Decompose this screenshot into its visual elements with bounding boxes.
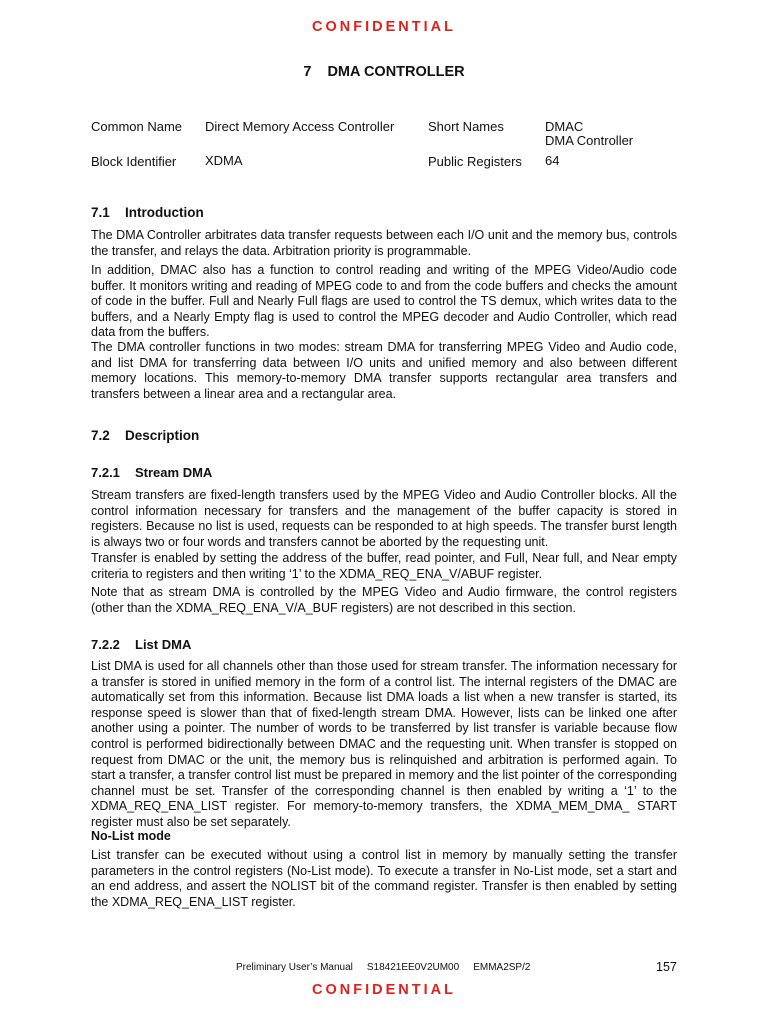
page-number: 157 bbox=[656, 960, 677, 974]
page-footer bbox=[236, 962, 544, 973]
subsection-heading-list-dma bbox=[91, 637, 191, 652]
nolist-heading: No-List mode bbox=[91, 829, 171, 843]
intro-paragraph-2: In addition, DMAC also has a function to control reading and writing of the MPEG Video/Audio code buffer. It monitors writing and reading of MPEG code to and from the code buffers and checks the amount of code in the buffer. Full and Nearly Full flags are used to control the TS demux, which writes data to the buffers, and a Nearly Empty flag is used to control the MPEG decoder and Audio Controller, which read data from the buffers. bbox=[91, 263, 677, 340]
public-registers-value: 64 bbox=[545, 153, 560, 168]
section-heading-introduction bbox=[91, 205, 204, 220]
stream-paragraph-1: Stream transfers are fixed-length transfers used by the MPEG Video and Audio Controller blocks. All the control information necessary for transfers and the management of the buffer capacity is stored in registers. Because no list is used, requests can be responded to at high speeds. The transfer burst length is always two or four words and transfers cannot be aborted by the requesting unit. bbox=[91, 488, 677, 549]
section-title: Description bbox=[125, 428, 200, 443]
subsection-heading-stream-dma bbox=[91, 465, 212, 480]
block-identifier-label: Block Identifier bbox=[91, 154, 177, 169]
subsection-title: List DMA bbox=[135, 637, 192, 652]
subsection-number: 7.2.1 bbox=[91, 465, 120, 480]
nolist-paragraph-1: List transfer can be executed without using a control list in memory by manually setting the transfer parameters in the control registers (No-List mode). To execute a transfer in No-List mode, set a start and an end address, and assert the NOLIST bit of the command register. Transfer is then enabled by setting the XDMA_REQ_ENA_LIST register. bbox=[91, 848, 677, 909]
confidential-footer: CONFIDENTIAL bbox=[312, 982, 456, 998]
section-title: Introduction bbox=[125, 205, 204, 220]
stream-paragraph-3: Note that as stream DMA is controlled by the MPEG Video and Audio firmware, the control registers (other than the XDMA_REQ_ENA_V/A_BUF registers) are not described in this section. bbox=[91, 585, 677, 615]
short-names-value-2: DMA Controller bbox=[545, 133, 634, 148]
section-heading-description bbox=[91, 428, 199, 443]
short-names-value-1: DMAC bbox=[545, 119, 584, 134]
intro-paragraph-3: The DMA controller functions in two modes: stream DMA for transferring MPEG Video and Audio code, and list DMA for transferring data between I/O units and unified memory and also between different memory locations. This memory-to-memory DMA transfer supports rectangular area transfers and transfers between a linear area and a rectangular area. bbox=[91, 340, 677, 401]
subsection-number: 7.2.2 bbox=[91, 637, 120, 652]
chapter-number: 7 bbox=[303, 64, 312, 80]
confidential-header: CONFIDENTIAL bbox=[312, 19, 456, 35]
public-registers-label: Public Registers bbox=[428, 154, 522, 169]
section-number: 7.2 bbox=[91, 428, 110, 443]
footer-product: EMMA2SP/2 bbox=[473, 962, 531, 973]
block-identifier-value: XDMA bbox=[205, 153, 243, 168]
common-name-value: Direct Memory Access Controller bbox=[205, 119, 395, 134]
subsection-title: Stream DMA bbox=[135, 465, 213, 480]
stream-paragraph-2: Transfer is enabled by setting the address of the buffer, read pointer, and Full, Near full, and Near empty criteria to registers and then writing ‘1’ to the XDMA_REQ_ENA_V/ABUF register. bbox=[91, 551, 677, 581]
common-name-label: Common Name bbox=[91, 119, 183, 134]
intro-paragraph-1: The DMA Controller arbitrates data transfer requests between each I/O unit and the memory bus, controls the transfer, and relays the data. Arbitration priority is programmable. bbox=[91, 228, 677, 258]
chapter-title bbox=[0, 64, 768, 80]
footer-doc-number: S18421EE0V2UM00 bbox=[366, 962, 460, 973]
short-names-label: Short Names bbox=[428, 119, 504, 134]
footer-manual: Preliminary User’s Manual bbox=[236, 962, 353, 973]
list-paragraph-1: List DMA is used for all channels other than those used for stream transfer. The information necessary for a transfer is stored in unified memory in the form of a control list. The internal registers of the DMAC are automatically set from this information. Because list DMA loads a list when a new transfer is started, its response speed is slower than that of fixed-length stream DMA. However, lists can be linked one after another using a pointer. The number of words to be transferred by list transfer is variable because flow control is performed bidirectionally between DMAC and the requesting unit. When transfer is stopped on request from DMAC or the unit, the memory bus is relinquished and arbitration is performed again. To start a transfer, a transfer control list must be prepared in memory and the list pointer of the corresponding channel must be set. Transfer of the corresponding channel is then enabled by writing a ‘1’ to the XDMA_REQ_ENA_LIST register. For memory-to-memory transfers, the XDMA_MEM_DMA_ START register must also be set separately. bbox=[91, 659, 677, 829]
chapter-name: DMA CONTROLLER bbox=[327, 64, 465, 80]
section-number: 7.1 bbox=[91, 205, 110, 220]
